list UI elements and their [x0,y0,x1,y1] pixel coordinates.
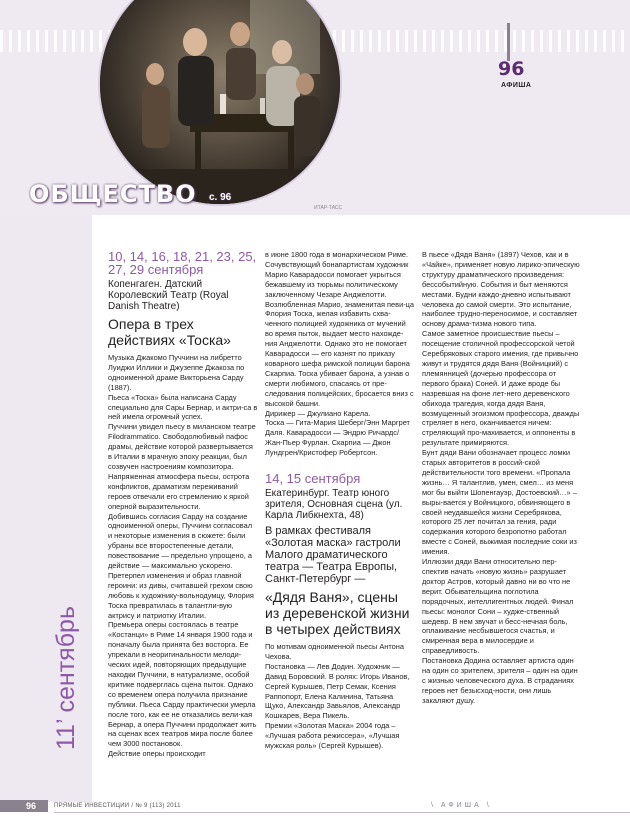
spacer [265,458,415,472]
footer-magazine-title: ПРЯМЫЕ ИНВЕСТИЦИИ / № 9 (113) 2011 [54,803,181,809]
footer-page-number: 96 [26,801,37,811]
event-dates: 10, 14, 16, 18, 21, 23, 25, 27, 29 сентября [108,249,257,277]
event-title: Опера в трех действиях «Тоска» [108,316,231,348]
event-title: «Дядя Ваня», сцены из деревенской жизни в четырех действиях [265,589,410,638]
opera-scene-photo [98,0,342,206]
article-paragraph: Действие оперы происходит [108,749,206,759]
article-paragraph: В пьесе «Дядя Ваня» (1897) Чехов, как и в «Чайке», применяет новую лирико-эпическую структуру драматического произведения: бессобытийную. События и быт меняются местами. Будни каждо-дневно испытывают человека до самой смерти. Это испытание, наиболее трудно-переносимое, и составляет основу драма-тизма нового типа. [422,250,580,329]
article-paragraph: По мотивам одноименной пьесы Антона Чехова. [265,642,404,661]
page-badge-label: АФИША [501,82,532,89]
column-uncle-vanya-intro [265,250,415,751]
page-footer [0,800,630,820]
event-festival-note: В рамках фестиваля «Золотая маска» гастроли Малого драматического театра — Театра Европы, Санкт-Петербург — [265,525,401,586]
page-badge-number: 96 [498,58,525,80]
article-paragraph: Бунт дяди Вани обозначает процесс ломки старых авторитетов в россий-ской действительности того времени. «Пропала жизнь… Я талантлив, умен, смел… из меня мог бы выйти Шопенгауэр, Достоевский…» – выры-вается у Войницкого, обвиняющего в своей неудавшейся жизни Серебрякова, которого 25 лет почитал за гения, ради содержания которого безропотно работал вместе с Соней, выжимая последние соки из имения. [422,448,577,557]
article-paragraph: Иллюзии дяди Вани относительно пер-спектив начать «новую жизнь» разрушает доктор Астров, который давно ни во что не верит. Обывательщина поглотила порядочных, интеллигентных людей. Финал пьесы: монолог Сони – худже-ственный шедевр. В нем звучат и бесс-нечная боль, оплакивание несбывшегося счастья, и смиренная вера в милосердие и справедливость. [422,557,574,656]
article-paragraph: Музыка Джакомо Пуччини на либретто Луиджи Иллики и Джузеппе Джакоза по одноименной драме Викторьена Сарду (1887). [108,353,245,392]
footer-section-label: \ АФИША \ [431,802,492,809]
article-paragraph: Пьеса «Тоска» была написана Сарду специально для Сары Бернар, и актри-са в ней имела огромный успех. [108,392,258,422]
article-paragraph: Постановка — Лев Додин. Художник — Давид Боровский. В ролях: Игорь Иванов, Сергей Курышев, Петр Семак, Ксения Раппопорт, Елена Калинина, Татьяна Щуко, Александр Завьялов, Александр Кошкарев, Вера Пикель. [265,661,410,721]
issue-month-label: 11’ сентябрь [52,606,80,750]
column-tosca [108,250,258,759]
article-paragraph: в июне 1800 года в монархическом Риме. Сочувствующий бонапартистам художник Марио Каварадосси помогает укрыться бежавшему из тюрьмы политическому заключенному Чезаре Анджелотти. Возлюбленная Марио, знаменитая певи-ца Флория Тоска, желая избавить схва-ченного полицией художника от мучений во время пыток, выдает место нахожде-ния Анджелотти. Однако это не помогает Каварадосси — его казнят по приказу коварного шефа римской полиции барона Скарпиа. Тоска убивает барона, а узнав о смерти любимого, спасаясь от пре-следования полицейских, бросается вниз с высокой башни. [265,250,414,408]
article-paragraph: Постановка Додина оставляет артиста один на один со зрителем, зрителя – один на один с жизнью человеческого духа. В страданиях героев нет безысход-ности, они лишь закаляют душу. [422,656,578,705]
section-page-reference: с. 96 [209,192,232,203]
article-paragraph: Самое заметное происшествие пьесы – посещение столичной профессорской четой Серебряковых старого имения, где привычно живут и трудятся дядя Ваня (Войницкий) с племянницей (дочерью профессора от первого брака) Соней. И даже вроде бы назревшая на фоне лет-него деревенского обихода трагедия, когда дядя Ваня, возмущенный эгоизмом профессора, дважды стреляет в него, оканчивается ничем: стреляющий про-махивается, и оппоненты в результате примиряются. [422,329,580,448]
footer-page-box [0,800,48,812]
article-paragraph: Премьера оперы состоялась в театре «Костанци» в Риме 14 января 1900 года и поначалу была принята без восторга. Ее упрекали в неоригинальности мелоди-ческих идей, повторяющих предыдущие находки Пуччини, в натурализме, особой критике подверглась сцена пыток. Однако со временем опера получила признание публики. Пьеса Сарду практически умерла после того, как ее не отказались вели-кая Бернар, а опера Пуччини продолжает жить на сценах всех театров мира после более чем 3000 постановок. [108,620,257,749]
event-venue: Екатеринбург. Театр юного зрителя, Основная сцена (ул. Карла Либкнехта, 48) [265,488,403,522]
photo-credit: ИТАР-ТАСС [314,205,343,211]
article-paragraph: Тоска — Гита-Мария Шеберг/Энн Маргрет Даля. Каварадосси — Эндрю Ричардс/Жан-Пьер Фурлан. Скарпиа — Джон Лундгрен/Кристофер Робертсон. [265,418,410,458]
article-paragraph: Добившись согласия Сарду на создание одноименной оперы, Пуччини согласовал и некоторые изменения в сюжете: были убраны все второстепенные детали, повествование — предельно упрощено, а действие — максимально ускорено. Претерпел изменения и образ главной героини: из дивы, считавшей грехом свою любовь к художнику-вольнодумцу, Флория Тоска превратилась в талантли-вую актрису и патриотку Италии. [108,511,254,620]
header-band [0,0,630,215]
footer-rule [54,812,630,813]
article-paragraph: Дирижер — Джулиано Карела. [265,408,371,418]
column-uncle-vanya-review [422,250,582,706]
badge-divider [507,23,510,61]
article-paragraph: Премии «Золотая Маска» 2004 года – «Лучшая работа режиссера», «Лучшая мужская роль» (Сергей Курышев). [265,721,400,751]
event-dates: 14, 15 сентября [265,471,361,487]
event-venue: Копенгаген. Датский Королевский Театр (Royal Danish Theatre) [108,279,229,312]
section-title: ОБЩЕСТВО [29,180,197,208]
article-paragraph: Пуччини увидел пьесу в миланском театре Filodrammatico. Свободолюбивый пафос драмы, действие которой развертывается в Италии в мрачную эпоху реакции, был созвучен настроениям композитора. Напряженная атмосфера пьесы, острота конфликтов, драматизм переживаний героев отвечали его стремлению к яркой оперной выразительности. [108,422,256,511]
